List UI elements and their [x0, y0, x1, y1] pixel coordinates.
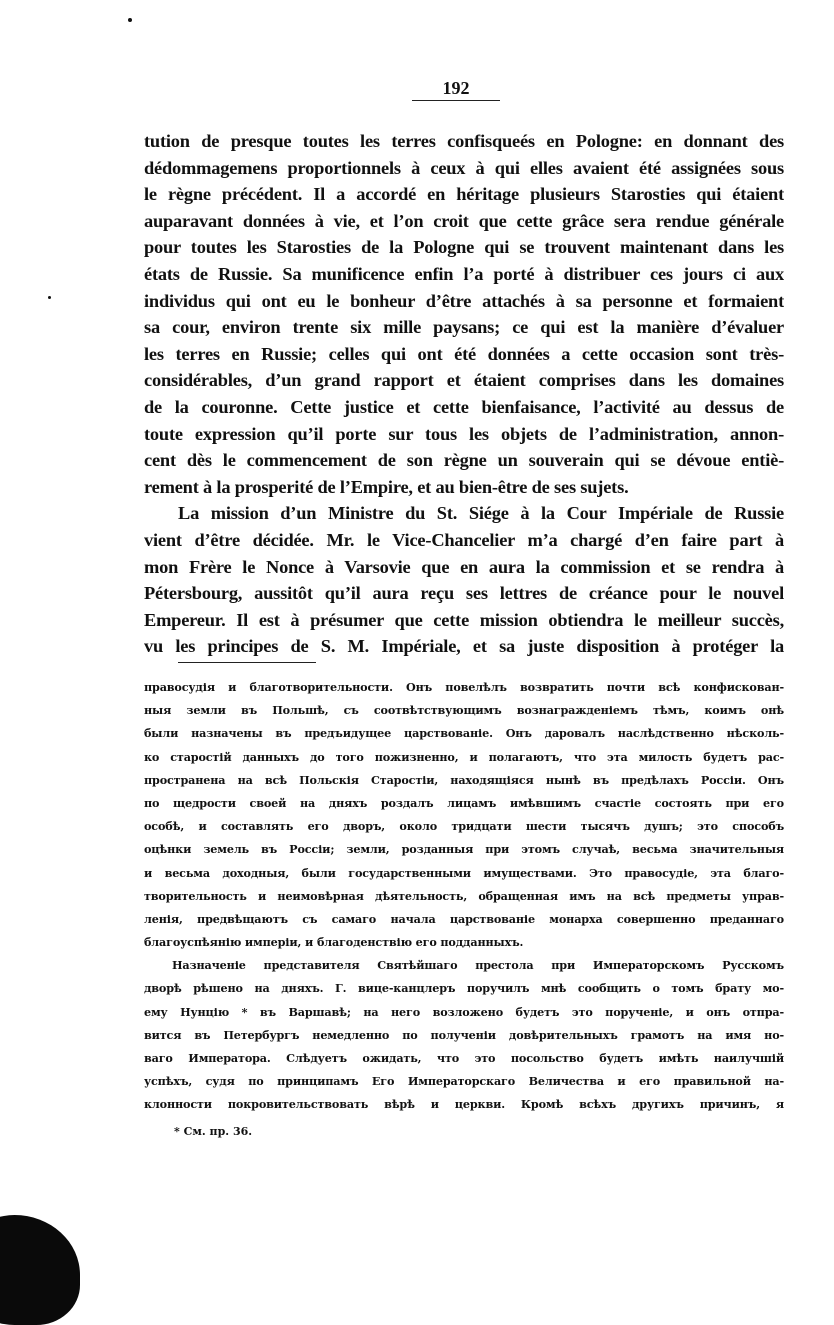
french-line: le règne précédent. Il a accordé en héritage plusieurs Starosties qui étaient	[144, 184, 784, 205]
french-line: états de Russie. Sa munificence enfin l’a porté à distribuer ces jours ci aux	[144, 263, 784, 284]
french-line: sa cour, environ trente six mille paysans; ce qui est la manière d’évaluer	[144, 317, 784, 338]
russian-line: и весьма доходныя, были государственными имуществами. Это правосудіе, эта благо-	[144, 865, 784, 880]
french-body-text	[144, 128, 784, 660]
page-number: 192	[442, 78, 470, 98]
russian-line: оцѣнки земель въ Россіи; земли, розданныя при этомъ случаѣ, весьма значительныя	[144, 842, 784, 857]
french-line: individus qui ont eu le bonheur d’être attachés à sa personne et formaient	[144, 290, 784, 311]
french-line: Pétersbourg, aussitôt qu’il aura reçu ses lettres de créance pour le nouvel	[144, 583, 784, 604]
footnote-separator-rule	[178, 662, 316, 663]
french-line: de la couronne. Cette justice et cette bienfaisance, l’activité au dessus de	[144, 396, 784, 417]
russian-line: ко старостій данныхъ до того пожизненно, и полагаютъ, что эта милость будетъ рас-	[144, 749, 784, 764]
russian-line: дворѣ рѣшено на дняхъ. Г. вице-канцлеръ поручилъ мнѣ сообщить о томъ брату мо-	[144, 981, 784, 996]
russian-translation-text	[144, 676, 784, 1117]
page-number-rule	[412, 100, 500, 101]
french-line: auparavant données à vie, et l’on croit que cette grâce sera rendue générale	[144, 210, 784, 231]
russian-line: особѣ, и составлять его дворъ, около тридцати шести тысячъ душъ; это способъ	[144, 819, 784, 834]
russian-line: пространена на всѣ Польскія Старостіи, находящіяся нынѣ въ предѣлахъ Россіи. Онъ	[144, 772, 784, 787]
french-line: vient d’être décidée. Mr. le Vice-Chancelier m’a chargé d’en faire part à	[144, 529, 784, 550]
french-line: toute expression qu’il porte sur tous les objets de l’administration, annon-	[144, 423, 784, 444]
french-line: Empereur. Il est à présumer que cette mission obtiendra le meilleur succès,	[144, 609, 784, 630]
french-line: considérables, d’un grand rapport et étaient comprises dans les domaines	[144, 370, 784, 391]
russian-line: по щедрости своей на дняхъ роздалъ лицамъ имѣвшимъ счастіе состоять при его	[144, 795, 784, 810]
french-line: vu les principes de S. M. Impériale, et sa juste disposition à protéger la	[144, 636, 784, 657]
russian-line: были назначены въ предъидущее царствованіе. Онъ даровалъ наслѣдственно нѣсколь-	[144, 726, 784, 741]
russian-line: клонности покровительствовать вѣрѣ и церкви. Кромѣ всѣхъ другихъ причинъ, я	[144, 1097, 784, 1112]
russian-line: творительность и неимовѣрная дѣятельность, обращенная имъ на всѣ предметы управ-	[144, 888, 784, 903]
french-line: tution de presque toutes les terres confisqueés en Pologne: en donnant des	[144, 131, 784, 151]
french-line: rement à la prosperité de l’Empire, et au bien-être de ses sujets.	[144, 476, 629, 497]
russian-line: вится въ Петербургъ немедленно по полученіи довѣрительныхъ грамотъ на имя но-	[144, 1027, 784, 1042]
french-line: les terres en Russie; celles qui ont été données a cette occasion sont très-	[144, 343, 784, 364]
russian-line: ваго Императора. Слѣдуетъ ожидать, что это посольство будетъ имѣть наилучшій	[144, 1051, 784, 1065]
ink-blot	[0, 1215, 80, 1325]
footnote: * См. пр. 36.	[174, 1125, 253, 1138]
russian-line: ныя земли въ Польшѣ, съ соотвѣтствующимъ вознагражденіемъ тѣмъ, коимъ онѣ	[144, 703, 784, 718]
french-line: cent dès le commencement de son règne un souverain qui se dévoue entiè-	[144, 450, 784, 471]
russian-line: Назначеніе представителя Святѣйшаго престола при Императорскомъ Русскомъ	[172, 958, 784, 973]
french-line: dédommagemens proportionnels à ceux à qui elles avaient été assignées sous	[144, 157, 784, 178]
french-line: mon Frère le Nonce à Varsovie que en aura la commission et se rendra à	[144, 556, 784, 577]
ink-speck-margin	[48, 296, 51, 299]
french-line: pour toutes les Starosties de la Pologne qui se trouvent maintenant dans les	[144, 237, 784, 258]
russian-line: ленія, предвѣщаютъ съ самаго начала царствованіе монарха совершенно преданнаго	[144, 911, 784, 926]
russian-line: правосудія и благотворительности. Онъ повелѣлъ возвратить почти всѣ конфискован-	[144, 680, 784, 694]
russian-line: успѣхъ, судя по принципамъ Его Императорскаго Величества и его правильной на-	[144, 1074, 784, 1089]
french-line: La mission d’un Ministre du St. Siége à la Cour Impériale de Russie	[178, 503, 784, 524]
ink-speck-top	[128, 18, 132, 22]
russian-line: ему Нунцію * въ Варшавѣ; на него возложено будетъ это порученіе, и онъ отпра-	[144, 1004, 784, 1019]
russian-line: благоуспѣянію имперіи, и благоденствію его подданныхъ.	[144, 935, 524, 950]
